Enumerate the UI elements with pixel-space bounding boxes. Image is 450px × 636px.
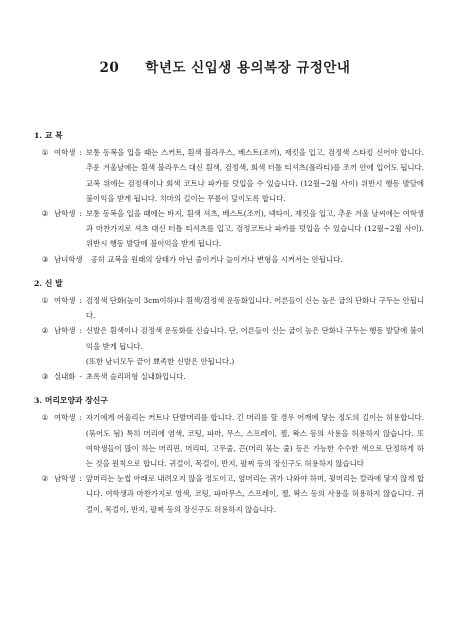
page-title: [0, 56, 450, 76]
section-hair-accessories: [34, 393, 424, 517]
list-item: [34, 252, 424, 267]
list-item: ② 남학생 : 보통 동복을 입을 때에는 바지, 흰색 셔츠, 베스트(조끼), 넥타이, 재킷을 입고, 추운 겨울 날씨에는 여학생과 마찬가지로 셔츠 대신 터틀 티셔츠를 입고, 검정코트나 파카를 덧입을 수 있습니다 (12월~2월 사이). 위반시 행동 발달에 불이익을 받게 됩니다.: [34, 206, 424, 252]
item-text: 보통 동복을 입을 때는 스커트, 흰색 블라우스, 베스트(조끼), 재킷을 입고, 검정색 스타킹 신어야 합니다. 추운 겨울날에는 흰색 블라우스 대신 흰색, 검정색, 회색 터틀 티셔츠(폴라티)를 조끼 안에 입어도 됩니다. 교복 위에는 검정색이나 회색 코트나 파카를 덧입을 수 있습니다. (12월~2월 사이) 위반시 행동 발달에 불이익을 받게 됩니다. 치마의 길이는 무릎이 덮이도록 합니다.: [85, 148, 424, 203]
document-body: [34, 128, 424, 526]
item-label: 남학생: [54, 474, 76, 484]
list-item: ② 남학생 : 신발은 흰색이나 검정색 운동화를 신습니다. 단, 어른들이 신는 굽이 높은 단화나 구두는 행동 발달에 불이익을 받게 됩니다. (또한 남녀모두 끝이 뾰족한 신발은 안됩니다.): [34, 323, 424, 369]
item-number: ②: [41, 209, 49, 218]
item-text: 신발은 흰색이나 검정색 운동화를 신습니다. 단, 어른들이 신는 굽이 높은 단화나 구두는 행동 발달에 불이익을 받게 됩니다.: [85, 326, 424, 351]
list-item: ② 남학생 : 앞머리는 눈썹 아래로 내려오지 않을 정도이고, 옆머리는 귀가 나와야 하며, 뒷머리는 칼라에 닿지 않게 합니다. 여학생과 마찬가지로 염색, 코팅, 파마무스, 스프레이, 젤, 왁스 등의 사용을 허용하지 않습니다. 귀걸이, 목걸이, 반지, 팔찌 등의 장신구도 허용하지 않습니다.: [34, 471, 424, 517]
item-note: (또한 남녀모두 끝이 뾰족한 신발은 안됩니다.): [85, 356, 235, 366]
item-number: ②: [41, 326, 49, 336]
section-heading: 2. 신 발: [34, 278, 63, 288]
item-text: 초록색 슬리퍼형 실내화입니다.: [85, 372, 186, 382]
item-label: 남녀학생: [54, 254, 83, 264]
list-item: ① 여학생 : 보통 동복을 입을 때는 스커트, 흰색 블라우스, 베스트(조끼), 재킷을 입고, 검정색 스타킹 신어야 합니다. 추운 겨울날에는 흰색 블라우스 대신 흰색, 검정색, 회색 터틀 티셔츠(폴라티)를 조끼 안에 입어도 됩니다. 교복 위에는 검정색이나 회색 코트나 파카를 덧입을 수 있습니다. (12월~2월 사이) 위반시 행동 발달에 불이익을 받게 됩니다. 치마의 길이는 무릎이 덮이도록 합니다.: [34, 145, 424, 206]
item-number: ①: [41, 148, 49, 158]
item-label: 여학생: [54, 413, 76, 423]
list-item: ① 여학생 : 검정색 단화(높이 3cm이하)나 흰색/검정색 운동화입니다. 어른들이 신는 높은 굽의 단화나 구두는 안됩니다.: [34, 293, 424, 323]
item-number: ③: [41, 254, 49, 264]
title-text: 학년도 신입생 용의복장 규정안내: [145, 60, 351, 76]
section-heading: 1. 교 복: [34, 131, 63, 140]
item-label: 남학생: [54, 209, 76, 218]
item-text: 앞머리는 눈썹 아래로 내려오지 않을 정도이고, 옆머리는 귀가 나와야 하며, 뒷머리는 칼라에 닿지 않게 합니다. 여학생과 마찬가지로 염색, 코팅, 파마무스, 스프레이, 젤, 왁스 등의 사용을 허용하지 않습니다. 귀걸이, 목걸이, 반지, 팔찌 등의 장신구도 허용하지 않습니다.: [85, 474, 424, 514]
item-text: 자기에게 어울리는 커트나 단발머리를 합니다. 긴 머리를 할 경우 어깨에 닿는 정도의 길이는 허용합니다.(묶어도 됨) 특히 머리에 염색, 코팅, 파마, 무스, 스프레이, 젤, 왁스 등의 사용을 허용하지 않습니다. 또 여학생들이 많이 하는 머리핀, 머리띠, 고무줄, 끈(머리 묶는 줄) 등은 가능한 수수한 색으로 단정하게 하는 것을 원칙으로 합니다. 귀걸이, 목걸이, 반지, 팔찌 등의 장신구도 허용하지 않습니다: [85, 413, 424, 469]
section-heading: 3. 머리모양과 장신구: [34, 396, 108, 406]
item-label: 남학생: [54, 326, 76, 336]
section-shoes: [34, 276, 424, 384]
section-uniform: [34, 128, 424, 267]
item-label: 실내화: [54, 372, 76, 382]
list-item: ① 여학생 : 자기에게 어울리는 커트나 단발머리를 합니다. 긴 머리를 할 경우 어깨에 닿는 정도의 길이는 허용합니다.(묶어도 됨) 특히 머리에 염색, 코팅, 파마, 무스, 스프레이, 젤, 왁스 등의 사용을 허용하지 않습니다. 또 여학생들이 많이 하는 머리핀, 머리띠, 고무줄, 끈(머리 묶는 줄) 등은 가능한 수수한 색으로 단정하게 하는 것을 원칙으로 합니다. 귀걸이, 목걸이, 반지, 팔찌 등의 장신구도 허용하지 않습니다: [34, 410, 424, 471]
title-year: 20: [99, 60, 120, 76]
item-number: ①: [41, 296, 49, 305]
item-text: 공히 교복을 원래의 상태가 아닌 줄이거나 늘이거나 변형을 시켜서는 안됩니다.: [90, 254, 343, 264]
item-number: ①: [41, 413, 49, 423]
item-label: 여학생: [54, 148, 76, 158]
item-number: ③: [41, 372, 49, 382]
item-label: 여학생: [54, 296, 76, 305]
item-number: ②: [41, 474, 49, 484]
list-item: ③ 실내화 - 초록색 슬리퍼형 실내화입니다.: [34, 369, 424, 384]
item-text: 보통 동복을 입을 때에는 바지, 흰색 셔츠, 베스트(조끼), 넥타이, 재킷을 입고, 추운 겨울 날씨에는 여학생과 마찬가지로 셔츠 대신 터틀 티셔츠를 입고, 검정코트나 파카를 덧입을 수 있습니다 (12월~2월 사이). 위반시 행동 발달에 불이익을 받게 됩니다.: [85, 209, 424, 249]
item-text: 검정색 단화(높이 3cm이하)나 흰색/검정색 운동화입니다. 어른들이 신는 높은 굽의 단화나 구두는 안됩니다.: [85, 296, 424, 321]
